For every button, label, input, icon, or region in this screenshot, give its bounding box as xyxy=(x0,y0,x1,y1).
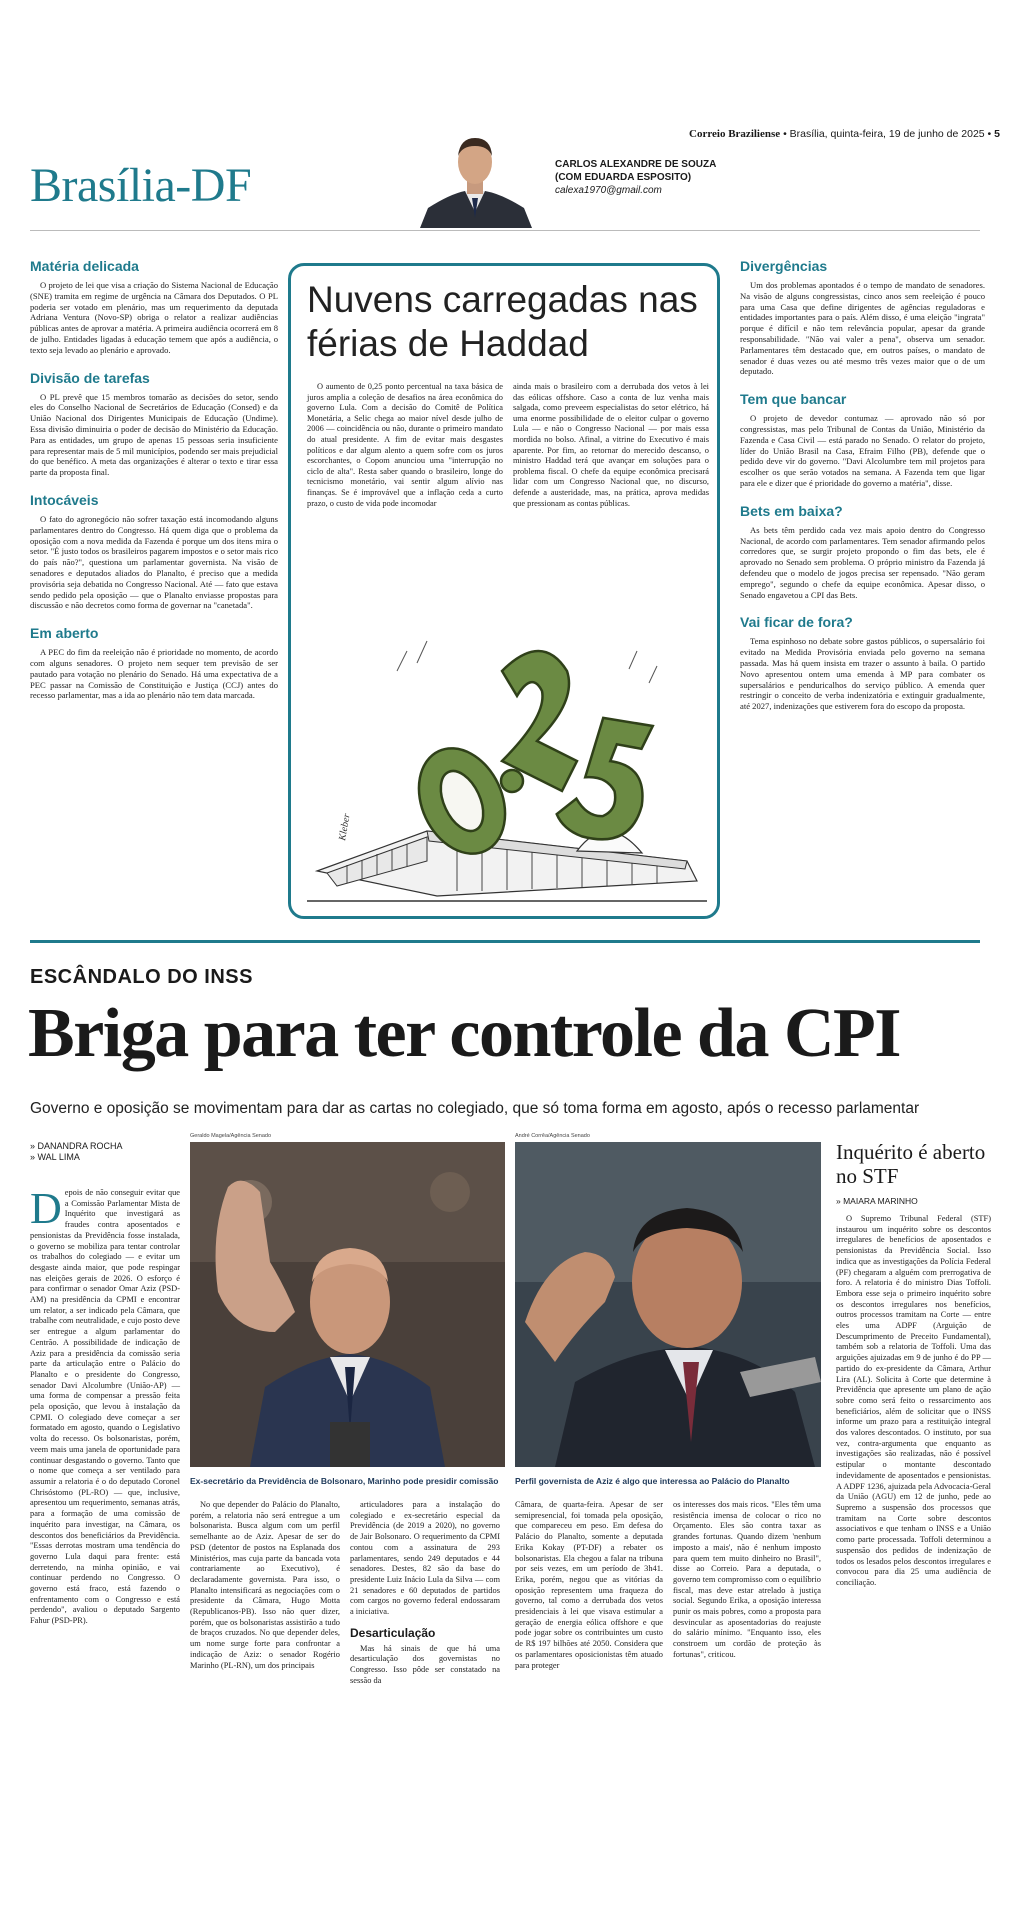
note-vai-ficar-de-fora xyxy=(740,614,985,712)
note-title: Matéria delicada xyxy=(30,258,139,274)
dateline-text: • Brasília, quinta-feira, 19 de junho de 2025 • xyxy=(783,128,992,140)
note-title: Divisão de tarefas xyxy=(30,369,150,386)
columnist-with: (COM EDUARDA ESPOSITO) xyxy=(555,172,692,183)
story-headline: Briga para ter controle da CPI xyxy=(28,995,901,1072)
cartoon-illustration xyxy=(307,611,707,911)
story-col3 xyxy=(350,1500,500,1687)
section-title: Brasília-DF xyxy=(30,159,252,212)
columnist-name: CARLOS ALEXANDRE DE SOUZA xyxy=(555,159,717,170)
byline: » WAL LIMA xyxy=(30,1152,80,1162)
columnist-photo xyxy=(410,128,540,228)
story-col1 xyxy=(30,1184,180,1627)
story-bylines xyxy=(30,1141,123,1163)
note-title: Vai ficar de fora? xyxy=(740,614,853,631)
editorial-box xyxy=(288,263,720,919)
story-subhead: Governo e oposição se movimentam para dar as cartas no colegiado, que só toma forma em agosto, após o recesso parlamentar xyxy=(30,1100,920,1117)
note-text: Tema espinhoso no debate sobre gastos públicos, o supersalário foi evitado na Medida Provisória enviada pelo governo na semana passada. Mas há quem insista em trazer o assunto à baila. O partido Novo apresentou ontem uma emenda à MP para combater os supersalários e penduricalhos do serviço público. A emenda quer restringir o conceito de verba indenizatória e extinguir gradualmente, até 2027, indenizações que estiverem fora do escopo da proposta. xyxy=(740,636,985,712)
drop-cap: D xyxy=(30,1184,62,1233)
header-rule xyxy=(30,230,980,231)
note-text: O projeto de devedor contumaz — aprovado não só por congressistas, mas pelo Tribunal de Contas da União, Ministério da Fazenda e Casa Civil — está parado no Senado. O relator do projeto, líder do União Brasil na Casa, Efraim Filho (PB), defende que o pedido deve vir do governo. "Davi Alcolumbre tem mil projetos para escolher os que serão votados na semana. A Fazenda tem que ligar para ele e dizer que é prioridade do governo a matéria", disse. xyxy=(740,413,985,488)
newspaper-name: Correio Braziliense xyxy=(689,128,781,140)
note-tem-que-bancar xyxy=(740,391,985,489)
editorial-headline: Nuvens carregadas nas férias de Haddad xyxy=(307,279,698,364)
note-divergencias xyxy=(740,258,985,377)
right-column xyxy=(740,258,985,712)
cartoon-signature: Kleber xyxy=(337,812,353,842)
story-subhead-desarticulacao: Desarticulação xyxy=(350,1625,436,1640)
note-text: Um dos problemas apontados é o tempo de mandato de senadores. Na visão de alguns congressistas, cinco anos sem reeleição é pouco para uma Casa que define dirigentes de agências reguladoras e entidades importantes para o país. Além disso, é uma eleição "ingrata" porque é difícil e não tem relevância popular, apesar da grande responsabilidade. "Não vai valer a pena", observa um senador. Parlamentares têm destacado que, em outros países, o mandato de senador é duas vezes ou até mesmo três vezes maior que o de um deputado. xyxy=(740,280,985,377)
editorial-col1: O aumento de 0,25 ponto percentual na taxa básica de juros amplia a coleção de desafios na área econômica do governo Lula. Com a decisão do Comitê de Política Monetária, a Selic chega ao maior nível desde julho de 2006 — coincidência ou não, durante o primeiro mandato do atual presidente. A fim de evitar mais desgastes políticos e dar algum alento a quem sofre com os juros escorchantes, o Copom anunciou uma "interrupção no ciclo de alta". Resta saber quando o brasileiro, longe do tecnicismo monetário, vai sentir algum alívio nas finanças. Se é improvável que a inflação ceda a curto prazo, o custo de vida pode incomodar xyxy=(307,382,503,508)
columnist-block xyxy=(555,158,716,197)
story-col5: os interesses dos mais ricos. "Eles têm uma resistência imensa de colocar o rico no Orçamento. Eles são contra taxar as grandes fortunas. Quando dizem 'nenhum imposto a mais', não é nenhum imposto para quem tem muito dinheiro no Brasil", disse ao Correio. Para a deputada, o governo tem compromisso com o equilíbrio fiscal, mas deve estar atrelado à justiça social. Segundo Erika, a oposição interessa punir os mais pobres, como a proposta para desvincular as aposentadorias do reajuste do salário mínimo. "Enquanto isso, eles constroem um cordão de proteção às fortunas", criticou. xyxy=(673,1500,821,1659)
note-materia-delicada xyxy=(30,258,278,356)
page-dateline xyxy=(560,128,1000,140)
left-column xyxy=(30,258,278,701)
stf-sidebar xyxy=(836,1140,991,1589)
photo-caption: Ex-secretário da Previdência de Bolsonaro, Marinho pode presidir comissão xyxy=(190,1476,499,1486)
byline: » DANANDRA ROCHA xyxy=(30,1141,123,1151)
stf-byline: » MAIARA MARINHO xyxy=(836,1196,918,1206)
note-title: Intocáveis xyxy=(30,491,99,508)
story-col2: No que depender do Palácio do Planalto, porém, a relatoria não será entregue a um bolsonarista. Busca algum com um perfil semelhante ao de Aziz. Apesar de ser do PSD (detentor de postos na Esplanada dos Ministérios, mas cuja parte da bancada vota contrariamente ao Executivo), é declaradamente governista. Para isso, o Planalto intensificará as negociações com o presidente da Câmara, Hugo Motta (Republicanos-PB). Isso não quer dizer, porém, que os bolsonaristas assistirão a tudo de braços cruzados. No que depender deles, um nome surge forte para confrontar a indicação de Aziz: o senador Rogério Marinho (PL-RN), um dos principais xyxy=(190,1500,340,1670)
note-divisao-de-tarefas xyxy=(30,370,278,478)
note-text: O fato do agronegócio não sofrer taxação está incomodando alguns parlamentares dentro do Congresso. Há quem diga que o problema da oposição com a nova medida da Fazenda é porque um dos itens mira o setor. "É justo todos os brasileiros pagarem impostos e o setor mais rico do país não?", questiona um parlamentar governista. Na visão de senadores e deputados aliados do Planalto, é preciso que a medida provisória seja debatida no Congresso Nacional. Até — fato que estava sendo pedido pela oposição — que o Planalto enviasse propostas para discussão e não decretos como forma de governar na "canetada". xyxy=(30,513,278,611)
photo-caption: Perfil governista de Aziz é algo que interessa ao Palácio do Planalto xyxy=(515,1476,790,1486)
note-title: Bets em baixa? xyxy=(740,502,843,519)
note-intocaveis xyxy=(30,492,278,611)
story-text: articuladores para a instalação do colegiado e ex-secretário especial da Previdência (de 2019 a 2020), no governo de Jair Bolsonaro. O requerimento da CPMI contou com a assinatura de 293 parlamentares, sendo 249 deputados e 44 senadores. Destes, 82 são da base do presidente Luiz Inácio Lula da Silva — com 21 senadores e 60 deputados de partidos com cargos no governo federal endossaram a iniciativa. xyxy=(350,1500,500,1617)
note-text: O projeto de lei que visa a criação do Sistema Nacional de Educação (SNE) tramita em regime de urgência na Câmara dos Deputados. O PL poderia ser votado em plenário, mas um requerimento da deputada Adriana Ventura (Novo-SP) obriga o relator a realizar audiências públicas antes de aprovar a matéria. A primeira audiência ocorrerá em 8 de julho. Entidades ligadas à educação temem que após a audiência, o texto seja levado ao plenário e aprovado. xyxy=(30,280,278,355)
note-text: A PEC do fim da reeleição não é prioridade no momento, de acordo com alguns senadores. O projeto nem sequer tem previsão de ser pautado para votação no plenário do Senado. Há uma expectativa de a PEC passar na Comissão de Constituição e Justiça (CCJ) antes do recesso parlamentar, mas a ida ao plenário não tem data marcada. xyxy=(30,647,278,701)
note-em-aberto xyxy=(30,625,278,701)
photo-credit: André Corrêa/Agência Senado xyxy=(515,1133,590,1139)
photo-marinho xyxy=(190,1142,505,1467)
stf-text: O Supremo Tribunal Federal (STF) instaurou um inquérito sobre os descontos irregulares de benefícios de aposentados e pensionistas da Previdência Social. Isso indica que as investigações da Polícia Federal (PF) chegaram a alguém com prerrogativa de foro. A relatoria é do ministro Dias Toffoli. Embora esse seja o primeiro inquérito sobre os descontos irregulares nos benefícios, outros processos tramitam na Corte — entre eles uma ADPF (Arguição de Descumprimento de Preceito Fundamental), também sob a relatoria de Toffoli. Uma das arguições ajuizadas em 9 de junho é do PP — partido do ex-presidente da Câmara, Arthur Lira (AL). Solicita à Corte que determine à Previdência que apresente um plano de ação sobre como será feito o ressarcimento aos beneficiários, além de solicitar que o INSS informe um prazo para a restituição integral dos valores descontados. O instituto, por sua vez, contra-argumenta que enquanto as investigações são realizadas, não é possível estipular o montante descontado indevidamente de aposentados e pensionistas. A ADPF 1236, ajuizada pela Advocacia-Geral da União (AGU) em 12 de junho, pede ao Supremo a suspensão dos processos que tramitam na Corte sobre descontos associativos e que tenham o INSS e a União como parte processada. Toffoli determinou a suspensão dos pedidos de indenização de todos os lesados pelos descontos irregulares e convocou para dia 25 uma audiência de conciliação. xyxy=(836,1214,991,1587)
columnist-email: calexa1970@gmail.com xyxy=(555,185,662,196)
note-text: As bets têm perdido cada vez mais apoio dentro do Congresso Nacional, de acordo com parlamentares. Tem senador afirmando pelos corredores que, se surgir projeto propondo o fim das bets, ele é aprovado no Senado sem problema. O próprio ministro da Fazenda já defendeu que o modelo de jogos precisa ser repensado. "Não geram emprego", segundo o chefe da equipe econômica. Apesar disso, o Senado engavetou a CPI das Bets. xyxy=(740,524,985,600)
photo-credit: Geraldo Magela/Agência Senado xyxy=(190,1133,272,1139)
photo-aziz xyxy=(515,1142,821,1467)
section-divider xyxy=(30,940,980,943)
note-bets-em-baixa xyxy=(740,503,985,601)
editorial-col2: ainda mais o brasileiro com a derrubada dos vetos à lei das eólicas offshore. Caso a conta de luz venha mais salgada, como preveem especialistas do setor elétrico, há uma enorme possibilidade de o eleitor culpar o governo Lula — e não o Congresso Nacional — por mais essa mordida no bolso. Afinal, a vitrine do Executivo é mais aparente. Por fim, ao retornar do merecido descanso, o ministro Haddad terá que avançar em soluções para o problema fiscal. O chefe da equipe econômica precisará lidar com um Congresso Nacional que, no discurso, defende a austeridade, mas, na prática, aprova medidas que pressionam as contas públicas. xyxy=(513,382,709,508)
note-title: Divergências xyxy=(740,258,828,274)
story-kicker: ESCÂNDALO DO INSS xyxy=(30,966,253,988)
story-col4: Câmara, de quarta-feira. Apesar de ser semipresencial, foi tomada pela oposição, que compareceu em peso. Em defesa do Palácio do Planalto, somente a deputada Erika Kokay (PT-DF) a rebater os bolsonaristas. Ela chegou a falar na tribuna por seis vezes, em um período de 3h41. Erika, porém, negou que as vitórias da oposição representem uma fraqueza do governo, tal como a derrubada dos vetos presidenciais à lei que visava estimular a geração de energia eólica offshore e que pode jogar sobre os contribuintes um custo de R$ 197 bilhões até 2050. Considera que os parlamentares oposicionistas têm atuado para proteger xyxy=(515,1500,663,1670)
story-text: epois de não conseguir evitar que a Comissão Parlamentar Mista de Inquérito que investigará as fraudes contra aposentados e pensionistas da Previdência fosse instalada, o governo se mobiliza para tentar controlar os trabalhos do colegiado — e evitar um desgaste ainda maior, que pode respingar nas eleições gerais de 2026. O esforço é para confirmar o senador Omar Aziz (PSD-AM) na presidência da CPMI e encontrar um relator, a ser indicado pela Câmara, que trabalhe com neutralidade, e cujo posto deve ser entregue a algum parlamentar do Centrão. A possibilidade de indicação de Aziz para a presidência da comissão seria parte da articulação entre o Palácio do Planalto e o presidente do Congresso, senador Davi Alcolumbre (União-AP) — uma forma de compensar a pressão feita pela oposição, que levou à instalação da CPMI. O colegiado deve começar a ser formatado em agosto, quando o Legislativo volta do recesso. Os bolsonaristas, porém, veem mais uma janela de oportunidade para continuar desgastando o governo. Tanto que o nome que começa a ser ventilado para assumir a relatoria é o do deputado Coronel Chrisóstomo (PL-RO) — que, inclusive, apresentou um requerimento, semanas atrás, para a formação de uma comissão de inquérito para investigar, na Câmara, os descontos dos beneficiários da Previdência. "Essas derrotas mostram uma tendência do governo Lula daqui para frente: está derretendo, na minha opinião, e vai continuar perdendo no Congresso. O governo está fraco, está fazendo o enfrentamento com o Congresso e está perdendo", avaliou o deputado Sargento Fahur (PSD-PR). xyxy=(30,1188,180,1626)
note-text: O PL prevê que 15 membros tomarão as decisões do setor, sendo eles do Conselho Nacional de Secretários de Educação (Consed) e da União Nacional dos Dirigentes Municipais de Educação (Undime). Essa divisão diminuiria o poder de decisão do Ministério da Educação. Para as entidades, um grupo de apenas 15 pessoas seria insuficiente para representar mais de 5 mil municípios, podendo ser mais prejudicial do que benéfico. A meta das organizações é alterar o texto e tirar essa parte da proposta final. xyxy=(30,391,278,478)
story-text: Mas há sinais de que há uma desarticulação dos governistas no Congresso. Isso pôde ser constatado na sessão da xyxy=(350,1643,500,1685)
page-number: 5 xyxy=(994,128,1000,140)
note-title: Em aberto xyxy=(30,625,99,642)
note-title: Tem que bancar xyxy=(740,391,847,408)
stf-headline: Inquérito é aberto no STF xyxy=(836,1140,986,1188)
